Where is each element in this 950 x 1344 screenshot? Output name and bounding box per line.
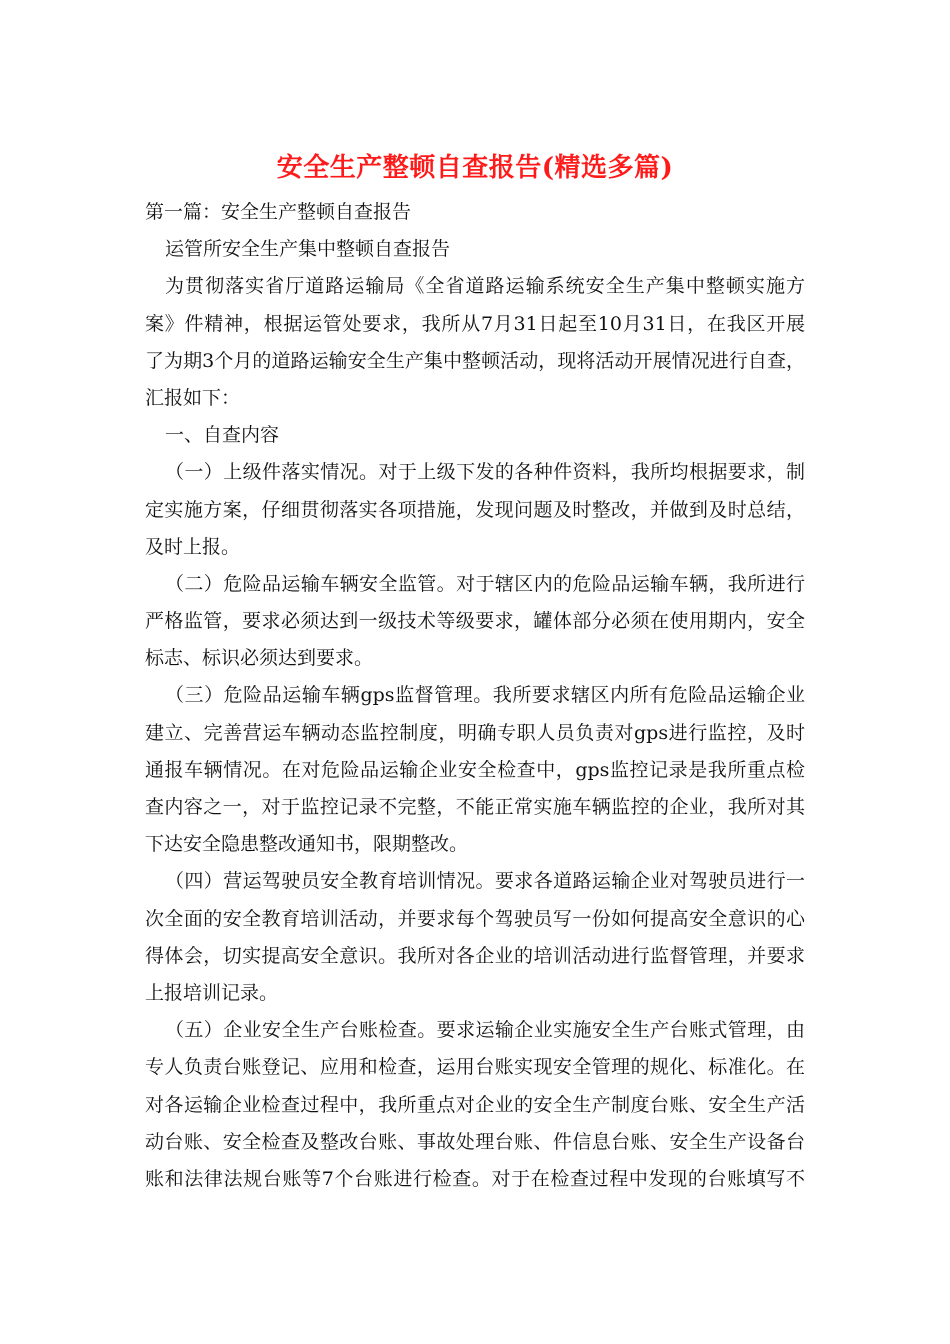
paragraph-line: 次全面的安全教育培训活动，并要求每个驾驶员写一份如何提高安全意识的心 — [145, 907, 805, 930]
section-heading: 一、自查内容 — [165, 424, 280, 447]
paragraph-line: 严格监管，要求必须达到一级技术等级要求，罐体部分必须在使用期内，安全 — [145, 610, 805, 633]
paragraph-line: （二）危险品运输车辆安全监管。对于辖区内的危险品运输车辆，我所进行 — [165, 572, 805, 595]
paragraph-line: 对各运输企业检查过程中，我所重点对企业的安全生产制度台账、安全生产活 — [145, 1093, 805, 1116]
paragraph-line: 案》件精神，根据运管处要求，我所从7月31日起至10月31日，在我区开展 — [145, 312, 805, 335]
paragraph-line: 为贯彻落实省厅道路运输局《全省道路运输系统安全生产集中整顿实施方 — [165, 275, 805, 298]
paragraph-line: 建立、完善营运车辆动态监控制度，明确专职人员负责对gps进行监控，及时 — [145, 721, 805, 744]
section-heading: 第一篇：安全生产整顿自查报告 — [145, 201, 412, 223]
paragraph-line: （四）营运驾驶员安全教育培训情况。要求各道路运输企业对驾驶员进行一 — [165, 870, 805, 893]
paragraph-line: 查内容之一，对于监控记录不完整，不能正常实施车辆监控的企业，我所对其 — [145, 796, 805, 818]
paragraph-line: 了为期3个月的道路运输安全生产集中整顿活动，现将活动开展情况进行自查， — [145, 349, 805, 372]
report-subtitle: 运管所安全生产集中整顿自查报告 — [165, 238, 451, 261]
paragraph-line: 动台账、安全检查及整改台账、事故处理台账、件信息台账、安全生产设备台 — [145, 1130, 805, 1153]
paragraph-line: 汇报如下： — [145, 386, 241, 409]
document-body — [145, 194, 805, 1198]
paragraph-line: 专人负责台账登记、应用和检查，运用台账实现安全管理的规化、标准化。在 — [145, 1056, 805, 1079]
paragraph-line: 标志、标识必须达到要求。 — [145, 647, 374, 670]
paragraph-line: （一）上级件落实情况。对于上级下发的各种件资料，我所均根据要求，制 — [165, 461, 805, 484]
paragraph-line: 通报车辆情况。在对危险品运输企业安全检查中，gps监控记录是我所重点检 — [145, 758, 805, 781]
paragraph-line: 账和法律法规台账等7个台账进行检查。对于在检查过程中发现的台账填写不 — [145, 1167, 805, 1190]
paragraph-line: 下达安全隐患整改通知书，限期整改。 — [145, 833, 469, 856]
paragraph-line: 定实施方案，仔细贯彻落实各项措施，发现问题及时整改，并做到及时总结， — [145, 498, 805, 521]
paragraph-line: 得体会，切实提高安全意识。我所对各企业的培训活动进行监督管理，并要求 — [145, 944, 805, 967]
paragraph-line: 及时上报。 — [145, 535, 241, 558]
paragraph-line: （三）危险品运输车辆gps监督管理。我所要求辖区内所有危险品运输企业 — [165, 684, 805, 707]
paragraph-line: （五）企业安全生产台账检查。要求运输企业实施安全生产台账式管理，由 — [165, 1019, 805, 1042]
paragraph-line: 上报培训记录。 — [145, 981, 279, 1004]
document-title: 安全生产整顿自查报告(精选多篇) — [276, 153, 674, 183]
